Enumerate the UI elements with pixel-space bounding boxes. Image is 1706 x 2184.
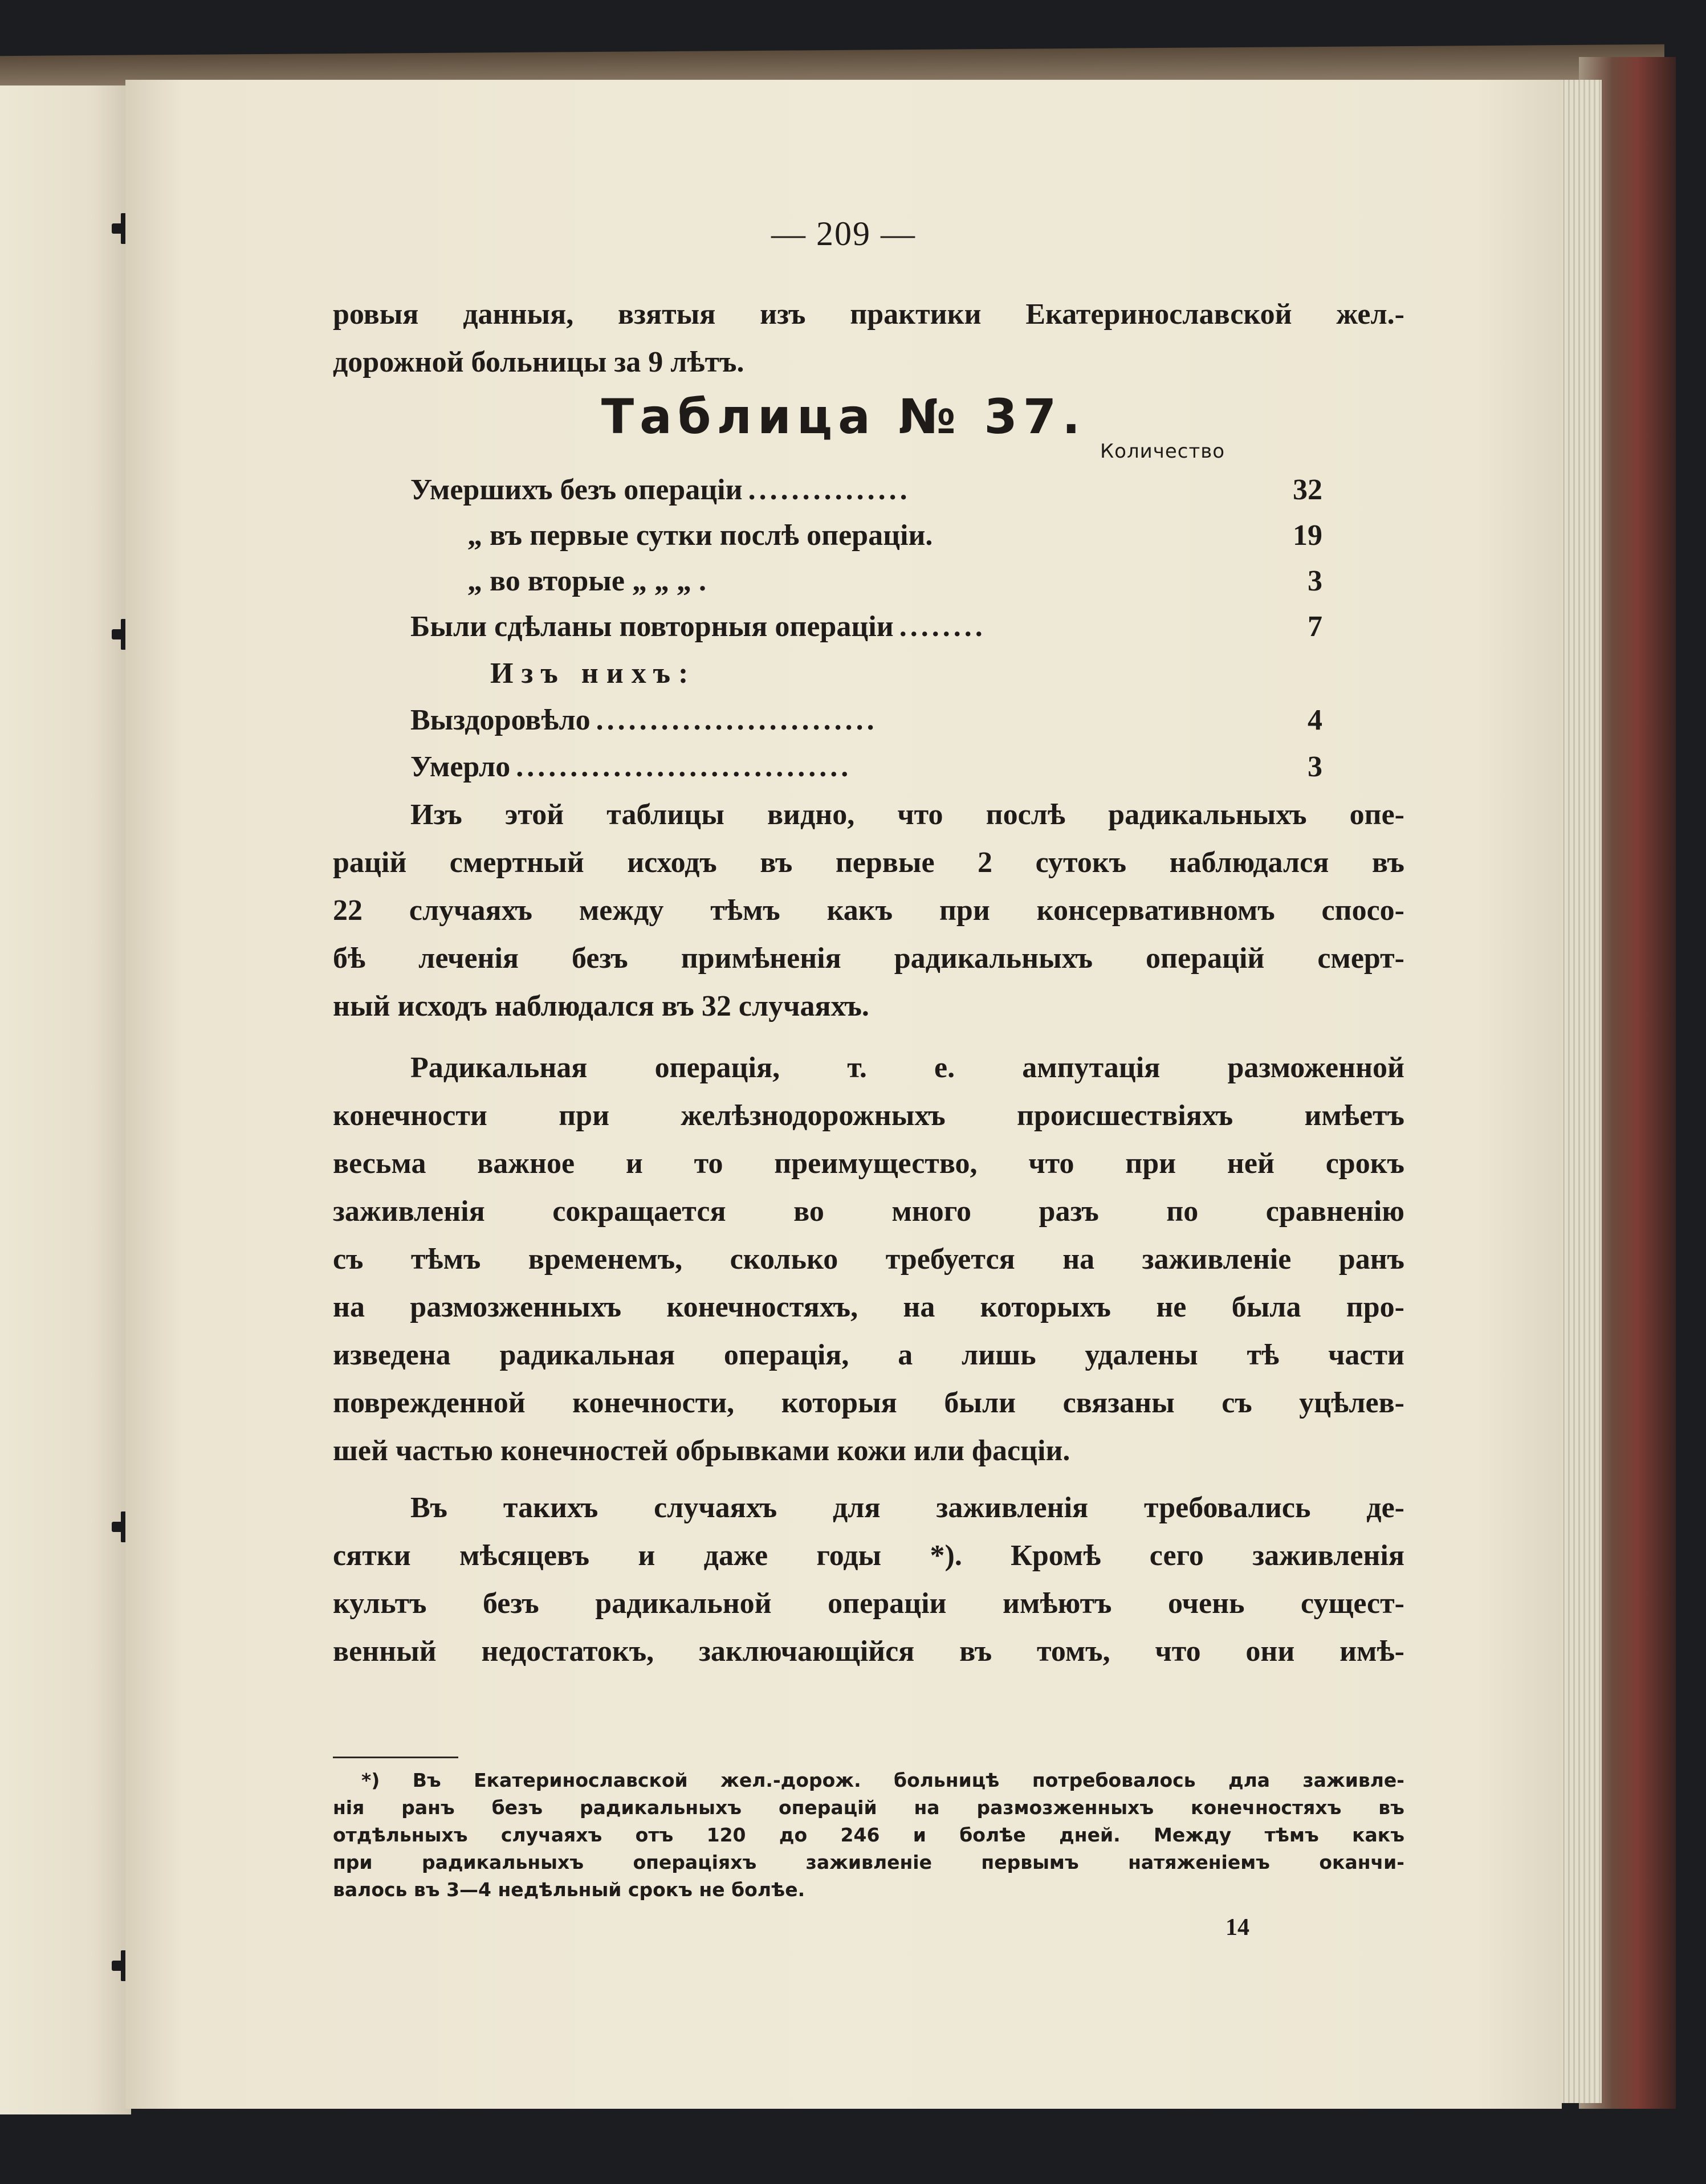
footnote-line: отдѣльныхъ случаяхъ отъ 120 до 246 и болѣе дней. Между тѣмъ какъ (333, 1824, 1404, 1846)
row-value: 4 (1308, 704, 1322, 736)
text-line: съ тѣмъ временемъ, сколько требуется на заживленіе ранъ (333, 1243, 1404, 1276)
footnote-line: нія ранъ безъ радикальныхъ операцій на размозженныхъ конечностяхъ въ (333, 1796, 1404, 1819)
row-value: 7 (1308, 610, 1322, 643)
text-line: рацій смертный исходъ въ первые 2 сутокъ наблюдался въ (333, 846, 1404, 879)
text-line: дорожной больницы за 9 лѣтъ. (333, 346, 744, 378)
table-row (410, 703, 1322, 749)
table-row (410, 473, 1322, 519)
text-line: Радикальная операція, т. е. ампутація разможенной (410, 1052, 1404, 1084)
row-leader-dots: ............................... (516, 751, 852, 783)
row-value: 32 (1293, 474, 1322, 506)
signature-mark: 14 (1225, 1914, 1249, 1941)
footnote-line: *) Въ Екатеринославской жел.-дорож. больницѣ потребовалось дла заживле- (361, 1769, 1404, 1791)
table-title: Таблица № 37. (601, 389, 1086, 445)
paragraph (333, 1484, 1404, 1676)
row-leader-dots: .......................... (596, 704, 878, 736)
row-label: Изъ нихъ: (490, 657, 697, 690)
row-label: Умерло (410, 751, 511, 783)
text-line: заживленія сокращается во много разъ по сравненію (333, 1195, 1404, 1228)
left-page-edge (0, 85, 131, 2114)
text-line: изведена радикальная операція, а лишь удалены тѣ части (333, 1339, 1404, 1371)
row-value: 3 (1308, 751, 1322, 783)
footnote-line: валось въ 3—4 недѣльный срокъ не болѣе. (333, 1879, 805, 1901)
intro-text (333, 291, 1404, 386)
row-value: 19 (1293, 519, 1322, 552)
text-line: шей частью конечностей обрывками кожи или фасціи. (333, 1435, 1070, 1467)
table-row (410, 750, 1322, 796)
footnote (333, 1767, 1404, 1904)
table-row (410, 610, 1322, 655)
text-line: ный исходъ наблюдался въ 32 случаяхъ. (333, 990, 869, 1022)
row-label: Умершихъ безъ операціи (410, 474, 743, 506)
footnote-separator (333, 1757, 458, 1758)
text-line: культъ безъ радикальной операціи имѣютъ очень сущест- (333, 1587, 1404, 1620)
row-label: „ въ первые сутки послѣ операціи. (467, 519, 933, 552)
text-line: ровыя данныя, взятыя изъ практики Екатеринославской жел.- (333, 298, 1404, 331)
quantity-column-label: Количество (1100, 440, 1225, 463)
text-line: сятки мѣсяцевъ и даже годы *). Кромѣ сего заживленія (333, 1539, 1404, 1572)
table-row (410, 564, 1322, 610)
row-value: 3 (1308, 565, 1322, 597)
text-line: бѣ леченія безъ примѣненія радикальныхъ операцій смерт- (333, 942, 1404, 975)
table-row (410, 657, 1322, 702)
text-line: 22 случаяхъ между тѣмъ какъ при консервативномъ спосо- (333, 894, 1404, 927)
paragraph (333, 1044, 1404, 1475)
row-label: Были сдѣланы повторныя операціи (410, 610, 894, 643)
row-leader-dots: ............... (748, 474, 911, 506)
row-label: Выздоровѣло (410, 704, 591, 736)
text-line: весьма важное и то преимущество, что при ней срокъ (333, 1147, 1404, 1180)
table-row (410, 519, 1322, 564)
book-page (125, 80, 1562, 2109)
text-line: Въ такихъ случаяхъ для заживленія требовались де- (410, 1492, 1404, 1524)
text-line: венный недостатокъ, заключающійся въ томъ, что они имѣ- (333, 1635, 1404, 1668)
paragraph (333, 791, 1404, 1030)
text-line: поврежденной конечности, которыя были связаны съ уцѣлев- (333, 1387, 1404, 1419)
text-line: Изъ этой таблицы видно, что послѣ радикальныхъ опе- (410, 798, 1404, 831)
text-line: на размозженныхъ конечностяхъ, на которыхъ не была про- (333, 1291, 1404, 1323)
row-label: „ во вторые „ „ „ . (467, 565, 706, 597)
text-line: конечности при желѣзнодорожныхъ происшествіяхъ имѣетъ (333, 1099, 1404, 1132)
row-leader-dots: ........ (899, 610, 986, 643)
footnote-line: при радикальныхъ операціяхъ заживленіе первымъ натяженіемъ оканчи- (333, 1851, 1404, 1873)
page-header: — 209 — (771, 215, 916, 252)
